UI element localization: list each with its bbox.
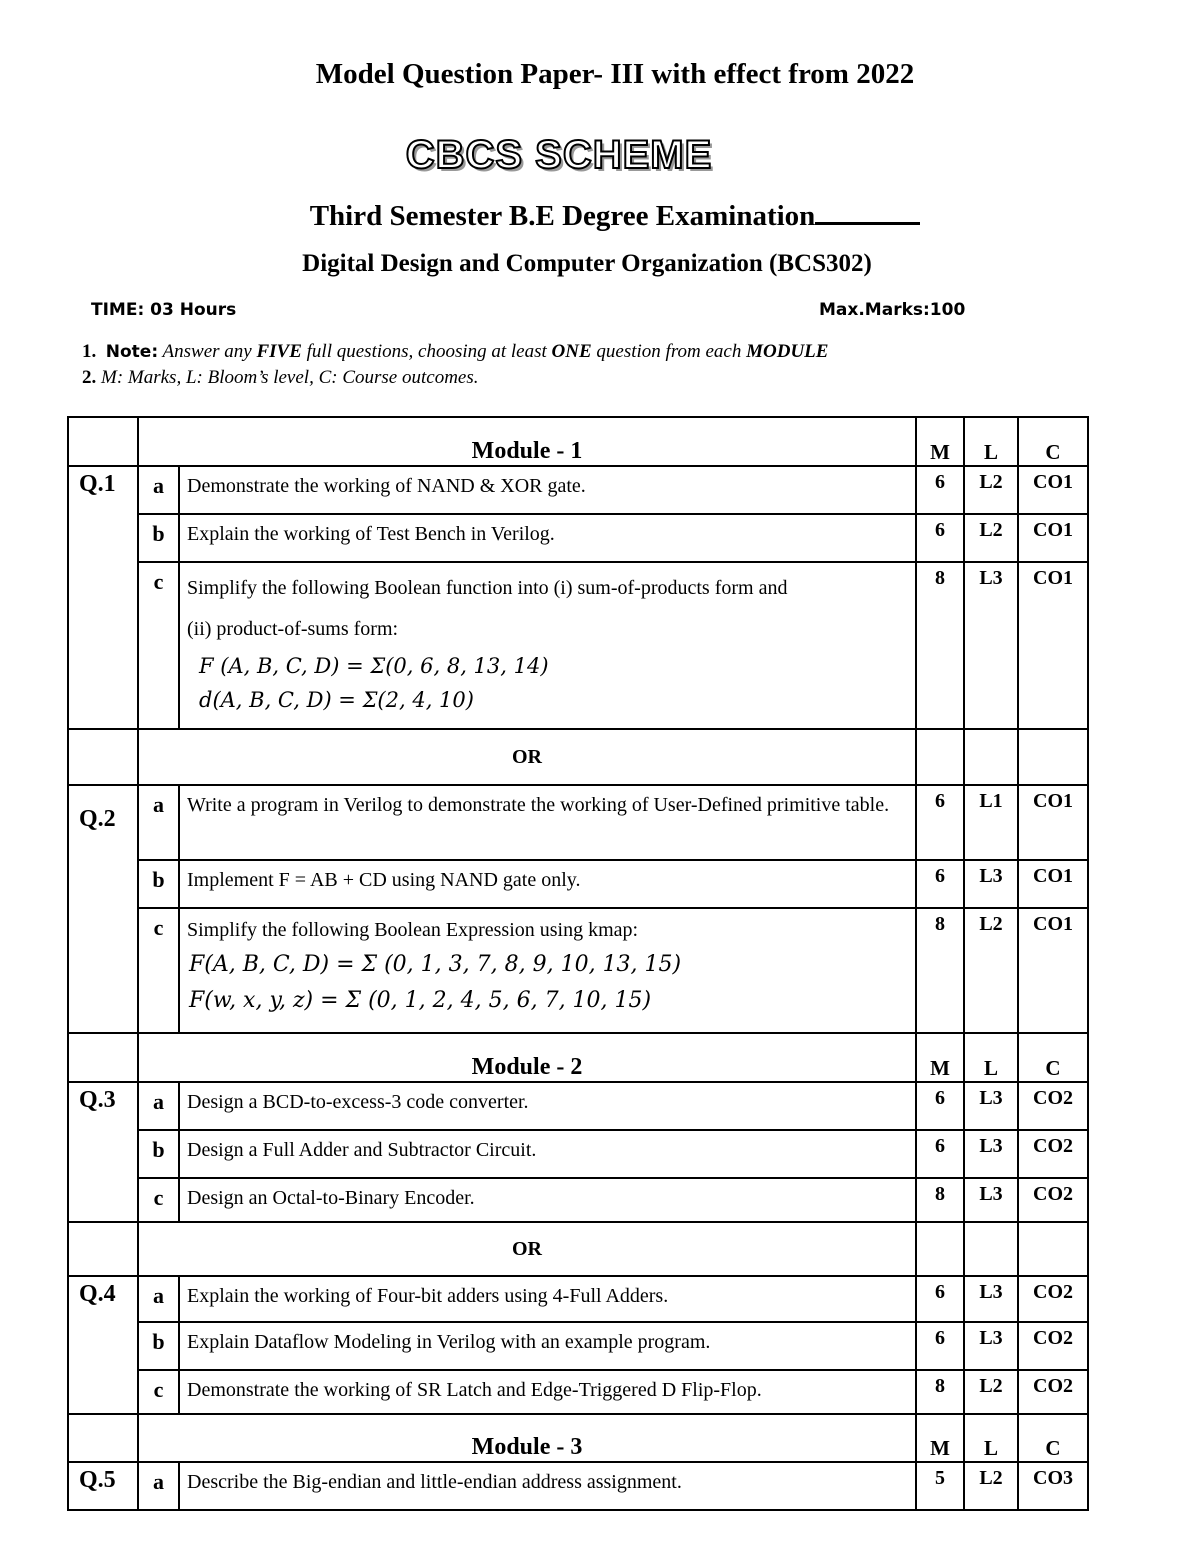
col-c-heading: C xyxy=(1018,417,1088,466)
question-text: Explain Dataflow Modeling in Verilog with an example program. xyxy=(179,1322,916,1370)
question-text: Demonstrate the working of SR Latch and Edge-Triggered D Flip-Flop. xyxy=(179,1370,916,1414)
scheme-banner: CBCS SCHEME xyxy=(405,133,713,177)
module-1-header-row xyxy=(68,417,1088,466)
equation-2: d(A, B, C, D) = Σ(2, 4, 10) xyxy=(199,688,474,712)
sub-label: a xyxy=(138,1082,179,1130)
table-row xyxy=(68,1178,1088,1222)
course-outcome: CO1 xyxy=(1018,514,1088,562)
question-text: Describe the Big-endian and little-endian address assignment. xyxy=(179,1462,916,1510)
marks: 6 xyxy=(916,466,964,514)
col-c-heading: C xyxy=(1018,1414,1088,1462)
col-m-heading: M xyxy=(916,1414,964,1462)
note-1-number: 1. xyxy=(82,341,97,362)
empty-cell xyxy=(1018,729,1088,785)
sub-label: a xyxy=(138,1276,179,1322)
exam-title xyxy=(0,196,1200,233)
empty-cell xyxy=(68,1033,138,1082)
sub-label: c xyxy=(138,1370,179,1414)
module-2-heading: Module - 2 xyxy=(138,1033,916,1082)
course-outcome: CO1 xyxy=(1018,785,1088,860)
question-text-line-1: Simplify the following Boolean function into (i) sum-of-products form and xyxy=(187,577,788,599)
question-text-line-1: Simplify the following Boolean Expression using kmap: xyxy=(187,919,639,941)
exam-blank-line xyxy=(815,196,920,225)
col-l-heading: L xyxy=(964,1033,1018,1082)
empty-cell xyxy=(68,417,138,466)
question-label-text: Q.2 xyxy=(79,806,116,832)
marks: 6 xyxy=(916,1082,964,1130)
question-text xyxy=(179,908,916,1033)
course-outcome: CO1 xyxy=(1018,860,1088,908)
blooms-level: L3 xyxy=(964,1178,1018,1222)
course-outcome: CO2 xyxy=(1018,1322,1088,1370)
question-text xyxy=(179,562,916,729)
col-l-heading: L xyxy=(964,1414,1018,1462)
max-marks-label: Max.Marks:100 xyxy=(819,300,966,320)
page-title: Model Question Paper- III with effect from 2022 xyxy=(315,58,915,90)
note-2 xyxy=(82,367,479,389)
question-text-line-2: (ii) product-of-sums form: xyxy=(187,618,399,640)
note-1-text-c: question from each xyxy=(596,341,742,362)
empty-cell xyxy=(916,1222,964,1276)
course-outcome: CO2 xyxy=(1018,1130,1088,1178)
table-row xyxy=(68,1322,1088,1370)
sub-label: b xyxy=(138,1322,179,1370)
empty-cell xyxy=(964,729,1018,785)
blooms-level: L2 xyxy=(964,1370,1018,1414)
question-label: Q.5 xyxy=(68,1462,138,1510)
question-label: Q.4 xyxy=(68,1276,138,1414)
table-row xyxy=(68,1276,1088,1322)
sub-label: b xyxy=(138,860,179,908)
table-row xyxy=(68,1130,1088,1178)
course-outcome: CO1 xyxy=(1018,562,1088,729)
note-1-module: MODULE xyxy=(746,341,829,362)
note-1-five: FIVE xyxy=(256,341,302,362)
exam-title-text: Third Semester B.E Degree Examination xyxy=(309,200,816,232)
marks: 8 xyxy=(916,1370,964,1414)
empty-cell xyxy=(1018,1222,1088,1276)
table-row xyxy=(68,466,1088,514)
empty-cell xyxy=(68,1414,138,1462)
table-row xyxy=(68,1370,1088,1414)
note-1 xyxy=(82,341,828,363)
empty-cell xyxy=(68,729,138,785)
course-outcome: CO1 xyxy=(1018,908,1088,1033)
marks: 8 xyxy=(916,1178,964,1222)
question-text: Explain the working of Four-bit adders using 4-Full Adders. xyxy=(179,1276,916,1322)
note-1-one: ONE xyxy=(551,341,592,362)
note-1-text-a: Answer any xyxy=(162,341,252,362)
note-2-number: 2. xyxy=(82,367,97,388)
empty-cell xyxy=(68,1222,138,1276)
sub-label: b xyxy=(138,514,179,562)
blooms-level: L2 xyxy=(964,908,1018,1033)
course-outcome: CO2 xyxy=(1018,1370,1088,1414)
blooms-level: L2 xyxy=(964,466,1018,514)
subject-title: Digital Design and Computer Organization (BCS302) xyxy=(302,250,872,277)
sub-label: a xyxy=(138,785,179,860)
question-table xyxy=(67,416,1089,1511)
blooms-level: L2 xyxy=(964,514,1018,562)
question-text: Design a BCD-to-excess-3 code converter. xyxy=(179,1082,916,1130)
or-row xyxy=(68,729,1088,785)
marks: 6 xyxy=(916,860,964,908)
question-text: Design an Octal-to-Binary Encoder. xyxy=(179,1178,916,1222)
equation-1: F(A, B, C, D) = Σ (0, 1, 3, 7, 8, 9, 10, 13, 15) xyxy=(189,952,682,977)
marks: 6 xyxy=(916,1130,964,1178)
note-1-text-b: full questions, choosing at least xyxy=(306,341,547,362)
blooms-level: L3 xyxy=(964,1082,1018,1130)
blooms-level: L3 xyxy=(964,860,1018,908)
col-l-heading: L xyxy=(964,417,1018,466)
question-text: Implement F = AB + CD using NAND gate only. xyxy=(179,860,916,908)
question-text: Write a program in Verilog to demonstrate the working of User-Defined primitive table. xyxy=(179,785,916,860)
table-row xyxy=(68,785,1088,860)
marks: 8 xyxy=(916,908,964,1033)
module-3-header-row xyxy=(68,1414,1088,1462)
col-c-heading: C xyxy=(1018,1033,1088,1082)
marks: 6 xyxy=(916,785,964,860)
sub-label: b xyxy=(138,1130,179,1178)
sub-label: a xyxy=(138,466,179,514)
course-outcome: CO2 xyxy=(1018,1276,1088,1322)
question-text: Explain the working of Test Bench in Verilog. xyxy=(179,514,916,562)
table-row xyxy=(68,562,1088,729)
question-text: Design a Full Adder and Subtractor Circuit. xyxy=(179,1130,916,1178)
or-label: OR xyxy=(138,1222,916,1276)
blooms-level: L3 xyxy=(964,1322,1018,1370)
equation-2: F(w, x, y, z) = Σ (0, 1, 2, 4, 5, 6, 7, 10, 15) xyxy=(189,988,652,1013)
course-outcome: CO3 xyxy=(1018,1462,1088,1510)
blooms-level: L3 xyxy=(964,562,1018,729)
col-m-heading: M xyxy=(916,417,964,466)
marks: 5 xyxy=(916,1462,964,1510)
blooms-level: L1 xyxy=(964,785,1018,860)
course-outcome: CO2 xyxy=(1018,1178,1088,1222)
question-label: Q.3 xyxy=(68,1082,138,1222)
blooms-level: L3 xyxy=(964,1130,1018,1178)
table-row xyxy=(68,860,1088,908)
course-outcome: CO2 xyxy=(1018,1082,1088,1130)
marks: 6 xyxy=(916,1276,964,1322)
question-text: Demonstrate the working of NAND & XOR gate. xyxy=(179,466,916,514)
empty-cell xyxy=(916,729,964,785)
module-3-heading: Module - 3 xyxy=(138,1414,916,1462)
col-m-heading: M xyxy=(916,1033,964,1082)
blooms-level: L3 xyxy=(964,1276,1018,1322)
sub-label: c xyxy=(138,562,179,729)
time-label: TIME: 03 Hours xyxy=(91,300,237,320)
table-row xyxy=(68,514,1088,562)
note-1-label: Note: xyxy=(105,342,159,362)
sub-label: c xyxy=(138,908,179,1033)
equation-1: F (A, B, C, D) = Σ(0, 6, 8, 13, 14) xyxy=(199,654,549,678)
empty-cell xyxy=(964,1222,1018,1276)
sub-label: a xyxy=(138,1462,179,1510)
or-label: OR xyxy=(138,729,916,785)
marks: 6 xyxy=(916,1322,964,1370)
table-row xyxy=(68,1082,1088,1130)
table-row xyxy=(68,1462,1088,1510)
marks: 6 xyxy=(916,514,964,562)
sub-label: c xyxy=(138,1178,179,1222)
table-row xyxy=(68,908,1088,1033)
or-row xyxy=(68,1222,1088,1276)
note-2-text: M: Marks, L: Bloom’s level, C: Course outcomes. xyxy=(101,367,479,388)
module-2-header-row xyxy=(68,1033,1088,1082)
course-outcome: CO1 xyxy=(1018,466,1088,514)
question-label: Q.1 xyxy=(68,466,138,729)
module-1-heading: Module - 1 xyxy=(138,417,916,466)
question-label xyxy=(68,785,138,1033)
blooms-level: L2 xyxy=(964,1462,1018,1510)
marks: 8 xyxy=(916,562,964,729)
